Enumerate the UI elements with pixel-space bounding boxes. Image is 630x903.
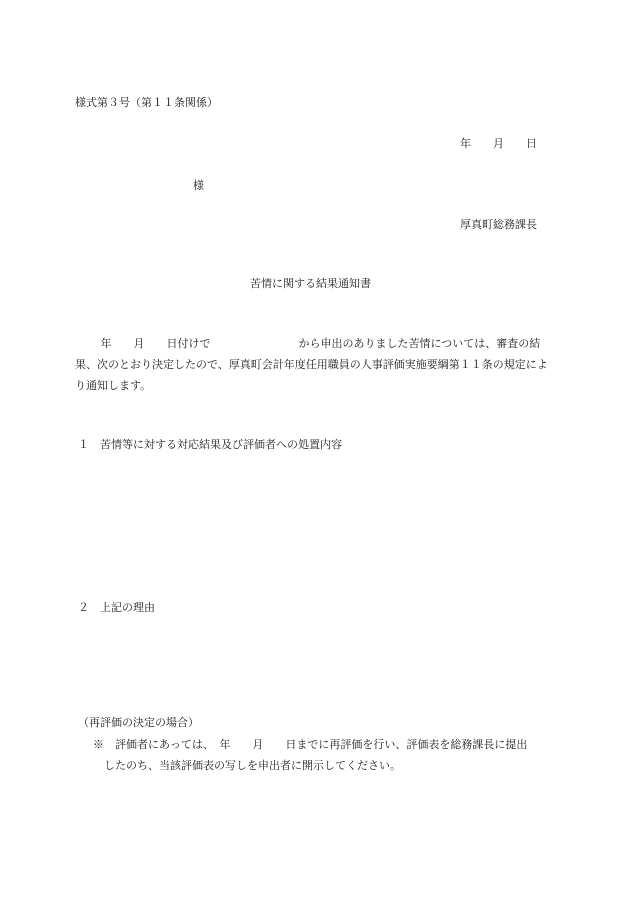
sender-name: 厚真町総務課長 — [460, 218, 537, 231]
document-title: 苦情に関する結果通知書 — [250, 277, 371, 290]
addressee-suffix: 様 — [193, 179, 204, 192]
body-paragraph: 年 月 日付けで から申出のありました苦情については、審査の結果、次のとおり決定したので、厚真町会計年度任用職員の人事評価実施要綱第１１条の規定により通知します。 — [75, 337, 548, 392]
note-heading: （再評価の決定の場合） — [78, 716, 199, 729]
date-line: 年 月 日 — [460, 137, 537, 150]
note-body: ※ 評価者にあっては、 年 月 日までに再評価を行い、評価表を総務課長に提出 したのち、当該評価表の写しを申出者に開示してください。 — [92, 738, 528, 772]
section-2-heading: ２ 上記の理由 — [78, 601, 155, 614]
form-number: 様式第３号（第１１条関係） — [75, 96, 218, 109]
section-1-heading: １ 苦情等に対する対応結果及び評価者への処置内容 — [78, 438, 342, 451]
